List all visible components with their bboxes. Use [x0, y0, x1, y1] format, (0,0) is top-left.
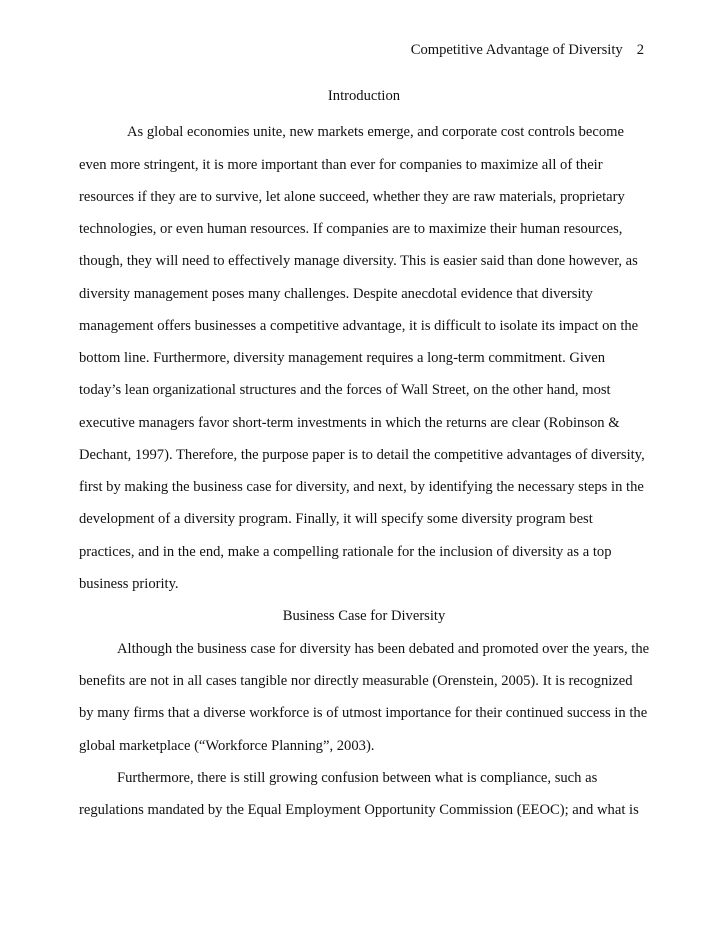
paragraph-line: regulations mandated by the Equal Employment Opportunity Commission (EEOC); and what is — [79, 802, 639, 818]
paragraph-line: global marketplace (“Workforce Planning”, 2003). — [79, 738, 375, 754]
section-heading-introduction: Introduction — [327, 88, 401, 104]
paragraph-line: As global economies unite, new markets emerge, and corporate cost controls become — [127, 124, 624, 140]
paragraph-line: practices, and in the end, make a compelling rationale for the inclusion of diversity as a top — [79, 544, 612, 560]
paragraph-line: Dechant, 1997). Therefore, the purpose paper is to detail the competitive advantages of diversity, — [79, 447, 645, 463]
paragraph-line: though, they will need to effectively manage diversity. This is easier said than done however, as — [79, 253, 638, 269]
paragraph-line: business priority. — [79, 576, 179, 592]
paragraph-line: today’s lean organizational structures and the forces of Wall Street, on the other hand, most — [79, 382, 611, 398]
running-head — [411, 42, 644, 59]
paragraph-line: Furthermore, there is still growing confusion between what is compliance, such as — [117, 770, 598, 786]
page-number: 2 — [636, 42, 644, 58]
paragraph-line: technologies, or even human resources. If companies are to maximize their human resources, — [79, 221, 623, 237]
paragraph-line: by many firms that a diverse workforce is of utmost importance for their continued success in the — [79, 705, 648, 721]
running-title: Competitive Advantage of Diversity — [410, 42, 623, 58]
paragraph-line: management offers businesses a competitive advantage, it is difficult to isolate its impact on the — [79, 318, 639, 334]
paragraph-line: diversity management poses many challenges. Despite anecdotal evidence that diversity — [79, 286, 593, 302]
paragraph-line: benefits are not in all cases tangible nor directly measurable (Orenstein, 2005). It is recognized — [79, 673, 633, 689]
paragraph-line: first by making the business case for diversity, and next, by identifying the necessary steps in the — [79, 479, 644, 495]
paragraph-line: resources if they are to survive, let alone succeed, whether they are raw materials, proprietary — [79, 189, 625, 205]
paragraph-line: even more stringent, it is more important than ever for companies to maximize all of their — [79, 157, 603, 173]
paragraph-line: Although the business case for diversity has been debated and promoted over the years, the — [117, 641, 650, 657]
paragraph-line: bottom line. Furthermore, diversity management requires a long-term commitment. Given — [79, 350, 606, 366]
section-heading-business-case: Business Case for Diversity — [282, 608, 446, 624]
paragraph-line: executive managers favor short-term investments in which the returns are clear (Robinson & — [79, 415, 620, 431]
paragraph-line: development of a diversity program. Finally, it will specify some diversity program best — [79, 511, 593, 527]
